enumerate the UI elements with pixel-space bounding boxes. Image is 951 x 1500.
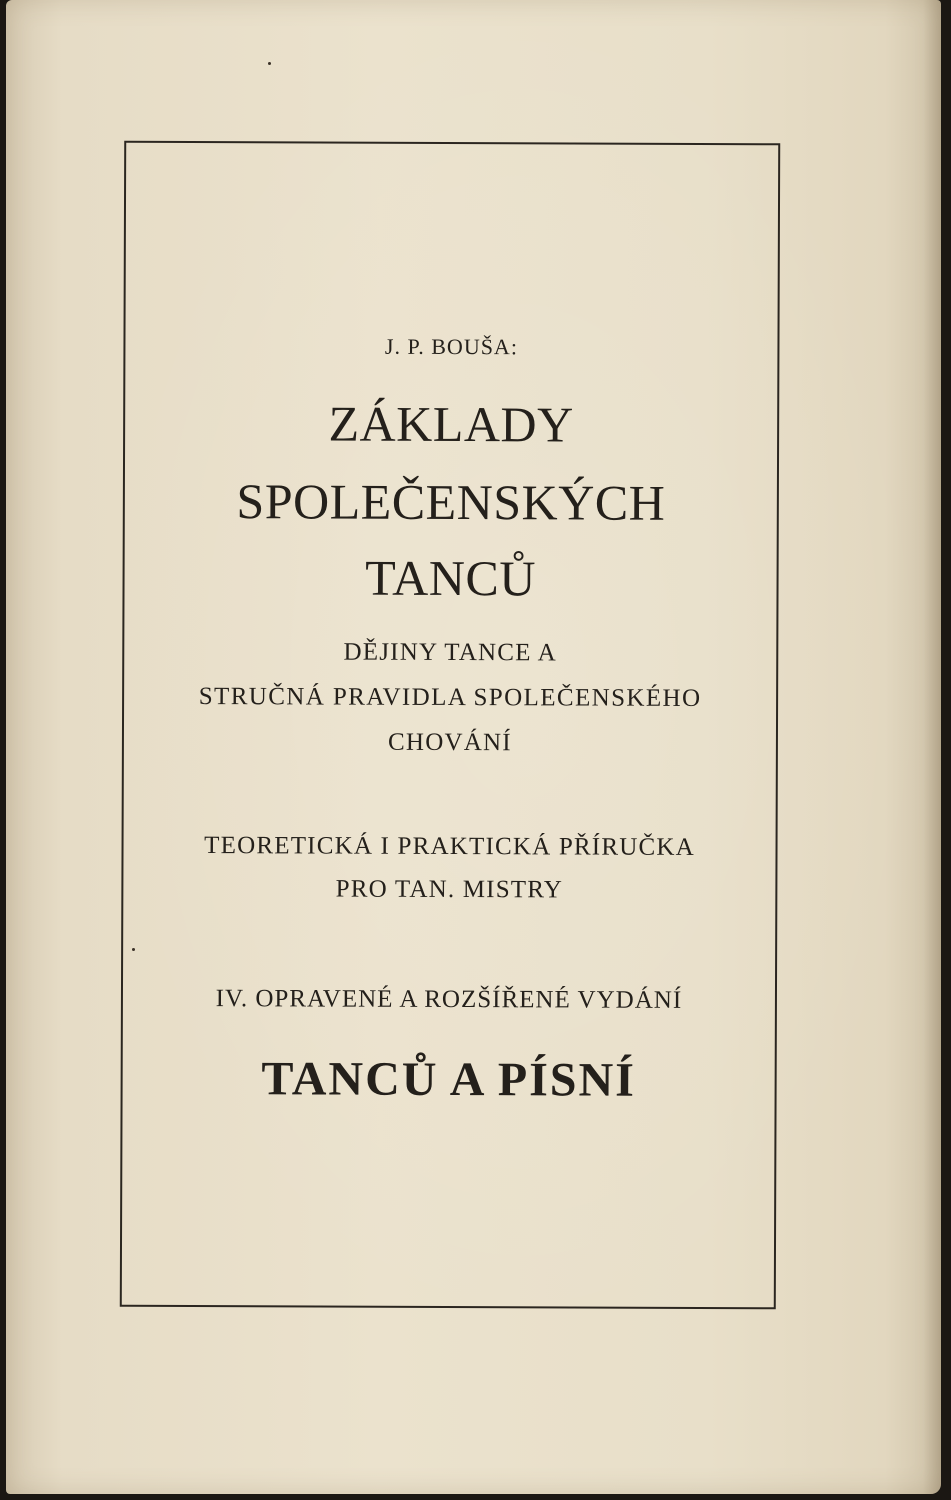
book-title-line-1: ZÁKLADY [328, 395, 574, 453]
subtitle-line-3: CHOVÁNÍ [388, 728, 512, 757]
description-line-2: PRO TAN. MISTRY [335, 875, 564, 904]
title-frame [120, 141, 780, 1310]
title-page-text [126, 143, 778, 1107]
book-title-line-3: TANCŮ [365, 549, 537, 607]
publisher-name: TANCŮ A PÍSNÍ [261, 1052, 636, 1107]
subtitle-line-2: STRUČNÁ PRAVIDLA SPOLEČENSKÉHO [198, 683, 702, 712]
description-line-1: TEORETICKÁ I PRAKTICKÁ PŘÍRUČKA [204, 832, 695, 861]
paper-edge-shadow [923, 0, 941, 1494]
title-page-paper [6, 0, 941, 1494]
edition-note: IV. OPRAVENÉ A ROZŠÍŘENÉ VYDÁNÍ [215, 985, 683, 1014]
subtitle-line-1: DĚJINY TANCE A [343, 638, 558, 667]
author-name: J. P. BOUŠA: [384, 333, 519, 360]
paper-speck [268, 62, 271, 65]
book-title-line-2: SPOLEČENSKÝCH [236, 473, 666, 531]
